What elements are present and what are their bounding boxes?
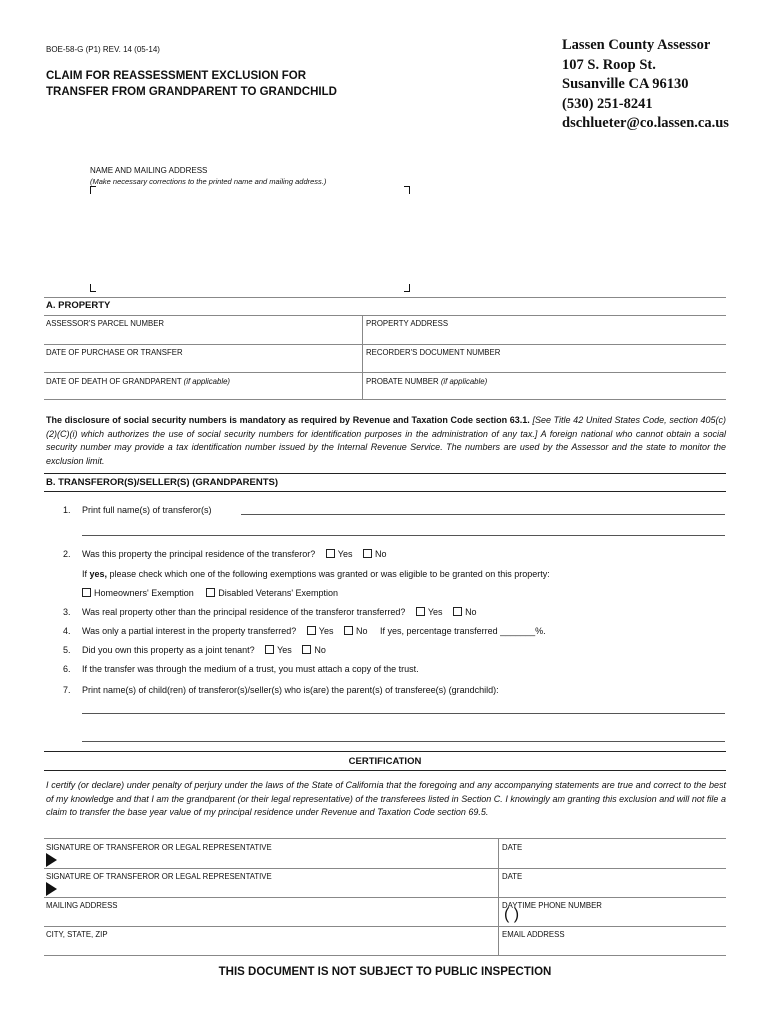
q2-no-checkbox[interactable] [363, 549, 372, 558]
percentage-transferred[interactable]: If yes, percentage transferred _______%. [380, 626, 546, 636]
section-a-title: A. PROPERTY [46, 300, 111, 311]
q4-no-checkbox[interactable] [344, 626, 353, 635]
parcel-number-field[interactable]: ASSESSOR'S PARCEL NUMBER [46, 319, 165, 328]
form-title: CLAIM FOR REASSESSMENT EXCLUSION FOR TRANSFER FROM GRANDPARENT TO GRANDCHILD [46, 70, 337, 98]
parent-name-line[interactable] [82, 713, 725, 714]
mailing-address-field[interactable]: MAILING ADDRESS [46, 901, 118, 910]
daytime-phone-field[interactable]: DAYTIME PHONE NUMBER [502, 901, 602, 910]
divider [44, 897, 726, 898]
city-state-zip-field[interactable]: CITY, STATE, ZIP [46, 930, 108, 939]
probate-number-field[interactable]: PROBATE NUMBER (if applicable) [366, 377, 488, 386]
date-1-field[interactable]: DATE [502, 843, 523, 852]
divider [44, 868, 726, 869]
signature-2-field[interactable]: SIGNATURE OF TRANSFEROR OR LEGAL REPRESENTATIVE [46, 872, 272, 881]
divider [44, 770, 726, 771]
divider [44, 372, 726, 373]
transferor-name-line[interactable] [241, 514, 725, 515]
assessor-email: dschlueter@co.lassen.ca.us [562, 115, 729, 131]
corner-mark [90, 186, 96, 194]
q3-yes-checkbox[interactable] [416, 607, 425, 616]
divider [44, 344, 726, 345]
sign-here-arrow-icon [46, 853, 57, 867]
public-inspection-notice: THIS DOCUMENT IS NOT SUBJECT TO PUBLIC INSPECTION [218, 966, 552, 978]
certification-text: I certify (or declare) under penalty of perjury under the laws of the State of California that the foregoing and any accompanying statements are true and correct to the best of my knowledge and that I am the grandparent (or their legal representative) of the transferees listed in Section C. I knowingly am granting this exclusion and will not file a claim to transfer the base year value of my principal residence under Revenue and Taxation Code section 69.5. [46, 780, 726, 817]
divider [44, 399, 726, 400]
divider [44, 473, 726, 474]
assessor-phone: (530) 251-8241 [562, 95, 653, 112]
divider [44, 955, 726, 956]
assessor-name: Lassen County Assessor [562, 37, 711, 53]
q5-no-checkbox[interactable] [302, 645, 311, 654]
divider [44, 751, 726, 752]
name-address-note: (Make necessary corrections to the printed name and mailing address.) [90, 177, 327, 186]
question-2-sub: If yes, please check which one of the following exemptions was granted or was eligible to be granted on this property: [82, 569, 550, 579]
corner-mark [404, 284, 410, 292]
divider [44, 838, 726, 839]
divider [44, 315, 726, 316]
phone-area-code-parens: ( ) [504, 906, 520, 923]
certification-title: CERTIFICATION [348, 756, 422, 767]
ssn-disclosure: The disclosure of social security numbers is mandatory as required by Revenue and Taxation Code section 63.1. [See Title 42 United States Code, section 405(c)(2)(C)(i) which authorizes the use of social security numbers for identification purposes in the administration of any tax.] A foreign national who cannot obtain a social security number may provide a tax identification number issued by the Internal Revenue Service. The numbers are used by the Assessor and the state to monitor the exclusion limit. [46, 415, 726, 466]
divider [44, 297, 726, 298]
corner-mark [404, 186, 410, 194]
q2-yes-checkbox[interactable] [326, 549, 335, 558]
sign-here-arrow-icon [46, 882, 57, 896]
signature-1-field[interactable]: SIGNATURE OF TRANSFEROR OR LEGAL REPRESENTATIVE [46, 843, 272, 852]
homeowners-exemption-checkbox[interactable] [82, 588, 91, 597]
property-address-field[interactable]: PROPERTY ADDRESS [366, 319, 449, 328]
parent-name-line-2[interactable] [82, 741, 725, 742]
name-address-label: NAME AND MAILING ADDRESS (Make necessary corrections to the printed name and mailing address.) [90, 166, 327, 186]
assessor-address-block [562, 36, 729, 134]
divider [362, 315, 363, 399]
form-number: BOE-58-G (P1) REV. 14 (05-14) [46, 45, 160, 54]
corner-mark [90, 284, 96, 292]
date-2-field[interactable]: DATE [502, 872, 523, 881]
recorder-document-field[interactable]: RECORDER'S DOCUMENT NUMBER [366, 348, 501, 357]
veterans-exemption-checkbox[interactable] [206, 588, 215, 597]
divider [44, 926, 726, 927]
assessor-city: Susanville CA 96130 [562, 76, 689, 92]
email-address-field[interactable]: EMAIL ADDRESS [502, 930, 565, 939]
purchase-date-field[interactable]: DATE OF PURCHASE OR TRANSFER [46, 348, 183, 357]
transferor-name-line-2[interactable] [82, 535, 725, 536]
assessor-street: 107 S. Roop St. [562, 56, 656, 73]
q5-yes-checkbox[interactable] [265, 645, 274, 654]
q4-yes-checkbox[interactable] [307, 626, 316, 635]
name-address-box[interactable] [90, 186, 410, 292]
exemption-options: Homeowners' Exemption Disabled Veterans' Exemption [82, 588, 338, 598]
divider [44, 491, 726, 492]
death-date-field[interactable]: DATE OF DEATH OF GRANDPARENT (if applicable) [46, 377, 230, 386]
section-b-title: B. TRANSFEROR(S)/SELLER(S) (GRANDPARENTS) [46, 477, 279, 488]
q3-no-checkbox[interactable] [453, 607, 462, 616]
